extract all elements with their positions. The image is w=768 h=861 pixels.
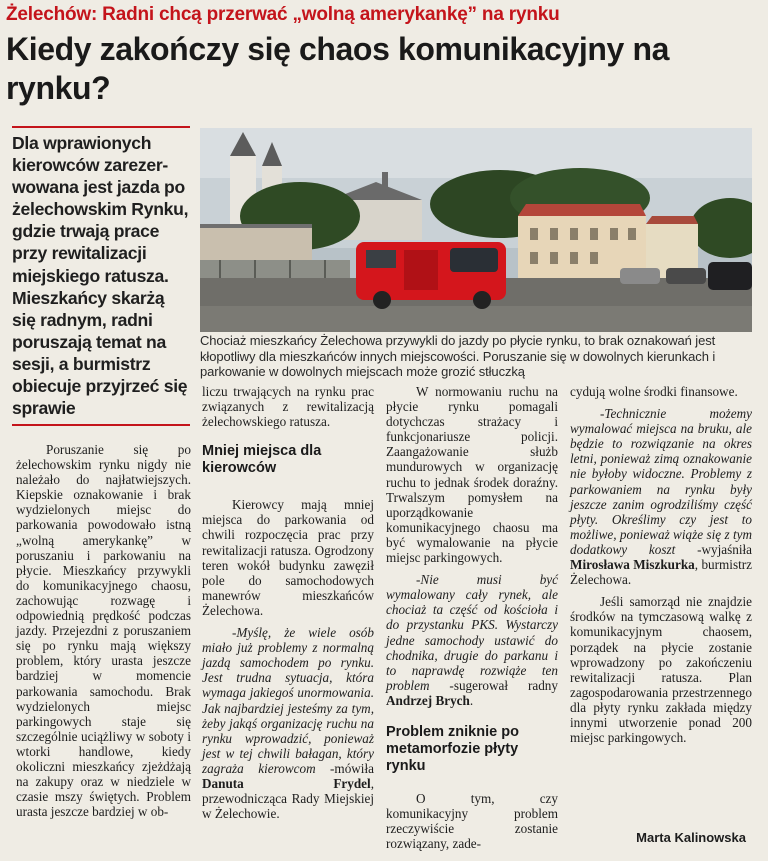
- col4-quote-text: -Technicznie możemy wymalować miejsca na bruku, ale będzie to rozwiązanie na okres letni, ponieważ zimą oznakowanie nie byłoby widoczne. Problemy z parkowaniem na rynku były jeszcze zanim ogrodziliśmy część płyty. Określimy czy jest to możliwe, ponieważ wiąże się z tym dodatkowy koszt: [570, 406, 752, 557]
- col2-quote-name: Danuta Frydel: [202, 775, 371, 791]
- col1-paragraph: Poruszanie się po żelechowskim rynku nigdy nie należało do najłatwiejszych. Kiepskie oznakowanie i brak wydzielonych miejsc do parkowania powodowało istną „wolną amerykankę” w poruszaniu i parkowaniu na płycie. Mieszkańcy przywykli do komunikacyjnego chaosu, zachowując rozwagę i odpowiednią prędkość podczas jazdy. Przejezdni z poruszaniem się po rynku mają większy problem, który urasta jeszcze bardziej w momencie parkowania samochodu. Brak wydzielonych miejsc parkingowych staje się szczególnie uciążliwy w soboty i wtorki handlowe, kiedy okoliczni mieszkańcy zjeżdżają na zakupy oraz w niedziele w czasie mszy świętych. Problem urasta jeszcze bardziej w ob-: [16, 442, 191, 820]
- lead-bottom-rule: [12, 424, 190, 426]
- column-2: [202, 384, 374, 821]
- author-signature: Marta Kalinowska: [636, 830, 746, 845]
- article-lead: Dla wprawionych kierowców zarezer-wowana jest jazda po żelechowskim Rynku, gdzie trwają prace przy rewitalizacji miejskiego ratusza. Mieszkańcy skarżą się radnym, radni poruszają temat na sesji, a burmistrz obiecuje przyjrzeć się sprawie: [12, 133, 189, 419]
- market-square-photo: [200, 128, 752, 332]
- lead-top-rule: [12, 126, 190, 128]
- article-kicker: Żelechów: Radni chcą przerwać „wolną amerykankę” na rynku: [6, 4, 560, 25]
- column-4: [570, 384, 752, 745]
- subhead-problem-zniknie: Problem zniknie po metamorfozie płyty rynku: [386, 723, 519, 774]
- photo-illustration: [200, 128, 752, 332]
- col4-quote: [570, 406, 752, 587]
- col4-quote-name: Mirosława Miszkurka: [570, 557, 695, 573]
- col2-quote-role: , przewodnicząca Rady Miejskiej w Żelechowie.: [202, 775, 374, 822]
- column-3: [386, 384, 558, 851]
- col3-paragraph-1: W normowaniu ruchu na płycie rynku pomagali dotychczas strażacy i funkcjonariusze policji. Zaangażowanie służb mundurowych w organizację ruchu to jednak środek doraźny. Trwalszym pomysłem na uporządkowanie komunikacyjnego chaosu ma być wymalowanie na płycie miejsc parkingowych.: [386, 384, 558, 566]
- photo-caption: Chociaż mieszkańcy Żelechowa przywykli do jazdy po płycie rynku, to brak oznakowań jest kłopotliwy dla mieszkańców innych miejscowości. Poruszanie się w dowolnych kierunkach i parkowanie w dowolnych miejscach może grozić stłuczką: [200, 333, 716, 380]
- col3-quote-end: .: [469, 692, 474, 708]
- col4-paragraph-1: cydują wolne środki finansowe.: [570, 384, 738, 399]
- col2-paragraph-2: Kierowcy mają mniej miejsca do parkowania od chwili rozpoczęcia prac przy rewitalizacji ratusza. Ogrodzony teren wokół budynku zawęził pole do samochodowych manewrów mieszkańców Żelechowa.: [202, 497, 374, 618]
- col3-quote: [386, 572, 558, 708]
- col2-paragraph-1: liczu trwających na rynku prac związanych z rewitalizacją żelechowskiego ratusza.: [202, 384, 374, 430]
- col3-quote-name: Andrzej Brych: [386, 692, 470, 708]
- col3-quote-attribution: -sugerował radny: [429, 677, 558, 693]
- col3-quote-text: -Nie musi być wymalowany cały rynek, ale chociaż ta część od kościoła i do przystanku PKS. Wystarczy jedne samochody ustawić do chodnika, drugie do parkanu i to naprawdę rozwiąże ten problem: [386, 572, 558, 693]
- col3-paragraph-3: O tym, czy komunikacyjny problem rzeczywiście zostanie rozwiązany, zade-: [386, 790, 558, 852]
- col4-paragraph-3: Jeśli samorząd nie znajdzie środków na tymczasową walkę z komunikacyjnym chaosem, porządek na płycie zostanie wprowadzony po zakończeniu rewitalizacji ratusza. Plan zagospodarowania przestrzennego dla płyty rynku zakłada między innymi utworzenie ponad 200 miejsc parkingowych.: [570, 594, 752, 746]
- col2-quote-attribution: -mówiła: [315, 760, 374, 776]
- col2-quote-text: -Myślę, że wiele osób miało już problemy z normalną jazdą samochodem po rynku. Jest trudna sytuacja, która wymaga jakiegoś unormowania. Jak najbardziej jesteśmy za tym, żeby jakąś organizację ruchu na rynku wprowadzić, ponieważ jest w tej chwili bałagan, który zagraża kierowcom: [202, 625, 374, 776]
- col4-quote-attribution: -wyjaśniła: [675, 541, 753, 557]
- column-1: [16, 442, 191, 819]
- subhead-mniej-miejsca: Mniej miejsca dla kierowców: [202, 443, 322, 477]
- article-headline: Kiedy zakończy się chaos komunikacyjny na rynku?: [6, 31, 669, 106]
- col2-quote: [202, 625, 374, 821]
- col4-quote-role: , burmistrz Żelechowa.: [570, 557, 752, 588]
